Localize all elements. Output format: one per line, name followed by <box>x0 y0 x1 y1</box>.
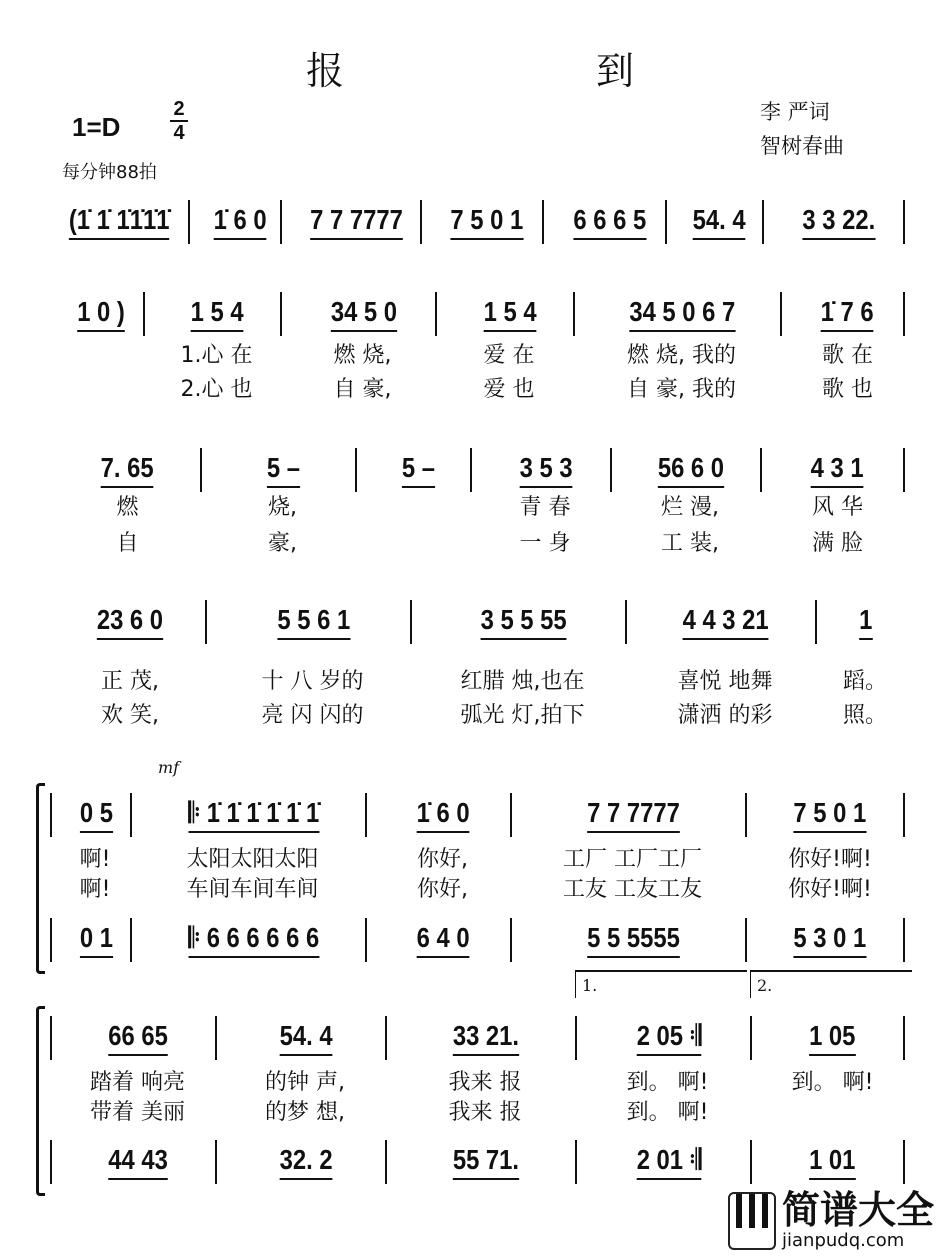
note-group: 32. 2 <box>280 1145 333 1180</box>
measure <box>760 448 905 492</box>
note-group: 2 05 𝄇 <box>636 1021 701 1056</box>
lyric-segment: 满 脸 <box>812 530 863 556</box>
lyric-segment: 工友 工友工友 <box>563 876 702 902</box>
lyric-segment: 风 华 <box>812 494 863 520</box>
measure <box>510 918 745 962</box>
measure <box>780 292 905 336</box>
measure <box>610 448 760 492</box>
lyric-segment: 烂 漫, <box>661 494 719 520</box>
time-bottom: 4 <box>173 122 185 144</box>
notes-row <box>40 200 905 244</box>
lyric-segment: 爱 在 <box>483 342 535 368</box>
lyric-segment: 的梦 想, <box>265 1099 345 1125</box>
lyrics-row <box>50 872 905 902</box>
note-group: 34 5 0 <box>330 297 396 332</box>
lyric-segment <box>50 338 143 368</box>
lyric-segment: 2.心 也 <box>180 376 253 402</box>
note-group: 23 6 0 <box>97 605 163 640</box>
note-group: 1 05 <box>809 1021 855 1056</box>
notes-row <box>45 600 905 644</box>
measure <box>200 448 355 492</box>
system-bracket <box>36 1006 45 1196</box>
lyrics-row <box>45 664 905 694</box>
note-group: 7 7 7777 <box>310 205 403 240</box>
lyric-segment: 豪, <box>268 530 297 556</box>
lyricist: 李 严词 <box>760 100 830 124</box>
lyric-segment: 爱 也 <box>483 376 535 402</box>
note-group: 7 5 0 1 <box>451 205 524 240</box>
note-group: 6 4 0 <box>417 923 470 958</box>
measure <box>188 200 280 244</box>
lyrics-row <box>50 338 905 368</box>
measure <box>745 918 905 962</box>
lyrics-row <box>50 842 905 872</box>
measure <box>130 918 365 962</box>
measure <box>420 200 542 244</box>
measure <box>815 600 905 644</box>
lyric-segment: 啊! <box>79 846 111 872</box>
note-group: 1 01 <box>809 1145 855 1180</box>
lyric-segment: 一 身 <box>519 530 571 556</box>
lyric-segment: 我来 报 <box>448 1069 522 1095</box>
note-group: 54. 4 <box>280 1021 333 1056</box>
lyric-segment: 欢 笑, <box>101 702 159 728</box>
measure <box>215 1016 385 1060</box>
note-group: 5 – <box>267 453 300 488</box>
note-group: 𝄆 1̇ 1̇ 1̇ 1̇ 1̇ 1̇ <box>188 798 319 833</box>
note-group: 5 5 5555 <box>587 923 680 958</box>
measure <box>510 793 745 837</box>
note-group: 7 7 7777 <box>587 798 680 833</box>
measure <box>130 793 365 837</box>
piano-keys-icon <box>728 1192 776 1250</box>
lyric-segment: 十 八 岁的 <box>261 668 364 694</box>
lyric-segment <box>50 372 143 402</box>
lyric-segment: 的钟 声, <box>265 1069 345 1095</box>
note-group: 𝄆 6 6 6 6 6 6 <box>188 923 319 958</box>
note-group: 1̇ 6 0 <box>214 205 267 240</box>
notes-row <box>50 1016 905 1060</box>
logo-url: jianpudq.com <box>782 1230 905 1251</box>
lyric-segment: 燃 烧, 我的 <box>627 342 736 368</box>
lyric-segment: 你好, <box>417 876 468 902</box>
note-group: 7. 65 <box>101 453 154 488</box>
composer: 智树春曲 <box>760 134 844 158</box>
measure <box>575 1016 750 1060</box>
lyric-segment: 蹈。 <box>842 668 887 694</box>
logo-name: 简谱大全 <box>782 1188 935 1232</box>
tempo: 每分钟88拍 <box>62 162 157 183</box>
note-group: 2 01 𝄇 <box>636 1145 701 1180</box>
lyric-segment: 带着 美丽 <box>90 1099 185 1125</box>
measure <box>50 292 143 336</box>
volta-bracket: 2. <box>750 970 912 998</box>
note-group: 4 3 1 <box>811 453 864 488</box>
lyric-segment: 你好!啊! <box>788 876 872 902</box>
lyric-segment: 亮 闪 闪的 <box>261 702 364 728</box>
notes-row <box>50 1140 905 1184</box>
lyric-segment: 烧, <box>268 494 297 520</box>
lyric-segment: 弧光 灯,拍下 <box>460 702 585 728</box>
lyric-segment: 到。 啊! <box>626 1099 709 1125</box>
lyric-segment: 正 茂, <box>101 668 159 694</box>
measure <box>40 200 188 244</box>
note-group: 1̇ 6 0 <box>417 798 470 833</box>
note-group: 33 21. <box>453 1021 519 1056</box>
note-group: 0 5 <box>79 798 112 833</box>
lyrics-row <box>50 1065 905 1095</box>
note-group: (1̇ 1̇ 1̇1̇1̇1̇ <box>69 205 170 240</box>
note-group: 66 65 <box>109 1021 169 1056</box>
note-group: 1 5 4 <box>191 297 244 332</box>
measure <box>665 200 762 244</box>
lyric-segment: 潇洒 的彩 <box>677 702 773 728</box>
note-group: 3 5 3 <box>520 453 573 488</box>
lyric-segment: 燃 烧, <box>333 342 392 368</box>
lyric-segment: 踏着 响亮 <box>90 1069 185 1095</box>
notes-row <box>50 793 905 837</box>
note-group: 4 4 3 21 <box>683 605 769 640</box>
lyric-segment: 到。 啊! <box>791 1069 874 1095</box>
measure <box>215 1140 385 1184</box>
lyric-segment: 燃 <box>116 494 139 520</box>
lyrics-row <box>45 526 905 556</box>
lyrics-row <box>45 490 905 520</box>
measure <box>280 292 435 336</box>
note-group: 5 5 6 1 <box>277 605 350 640</box>
measure <box>385 1016 575 1060</box>
note-group: 7 5 0 1 <box>794 798 867 833</box>
measure <box>280 200 420 244</box>
measure <box>45 448 200 492</box>
dynamic-mark: mf <box>158 758 180 777</box>
measure <box>542 200 665 244</box>
lyric-segment: 照。 <box>842 702 887 728</box>
measure <box>50 918 130 962</box>
notes-row <box>50 918 905 962</box>
logo <box>728 1190 934 1251</box>
measure <box>365 918 510 962</box>
measure <box>365 793 510 837</box>
lyric-segment: 红腊 烛,也在 <box>460 668 585 694</box>
note-group: 1 <box>859 605 872 640</box>
lyric-segment: 歌 在 <box>822 342 873 368</box>
song-title: 报 到 <box>305 49 755 93</box>
note-group: 0 1 <box>79 923 112 958</box>
lyric-segment: 啊! <box>79 876 111 902</box>
note-group: 5 – <box>402 453 435 488</box>
lyric-segment: 喜悦 地舞 <box>677 668 773 694</box>
measure <box>355 448 470 492</box>
measure <box>50 1016 215 1060</box>
lyric-segment: 青 春 <box>519 494 571 520</box>
lyric-segment: 歌 也 <box>822 376 873 402</box>
lyric-segment: 自 豪, 我的 <box>627 376 736 402</box>
lyric-segment: 工厂 工厂工厂 <box>563 846 702 872</box>
note-group: 44 43 <box>109 1145 169 1180</box>
note-group: 3 5 5 55 <box>480 605 566 640</box>
measure <box>143 292 280 336</box>
lyric-segment: 我来 报 <box>448 1099 522 1125</box>
note-group: 54. 4 <box>693 205 746 240</box>
measure <box>750 1140 905 1184</box>
note-group: 34 5 0 6 7 <box>630 297 736 332</box>
system-bracket <box>36 783 45 974</box>
lyric-segment <box>750 1095 905 1125</box>
lyrics-row <box>50 372 905 402</box>
note-group: 55 71. <box>453 1145 519 1180</box>
time-top: 2 <box>173 98 185 120</box>
measure <box>762 200 905 244</box>
measure <box>205 600 410 644</box>
note-group: 5 3 0 1 <box>794 923 867 958</box>
measure <box>435 292 573 336</box>
measure <box>410 600 625 644</box>
note-group: 1 0 ) <box>78 297 126 332</box>
volta-bracket: 1. <box>575 970 747 998</box>
key-signature: 1=D <box>72 112 121 142</box>
measure <box>750 1016 905 1060</box>
lyrics-row <box>45 698 905 728</box>
lyric-segment: 太阳太阳太阳 <box>186 846 319 872</box>
measure <box>470 448 610 492</box>
lyric-segment: 你好!啊! <box>788 846 872 872</box>
measure <box>745 793 905 837</box>
lyric-segment: 自 豪, <box>333 376 392 402</box>
lyric-segment: 车间车间车间 <box>186 876 319 902</box>
note-group: 3 3 22. <box>802 205 875 240</box>
notes-row <box>45 448 905 492</box>
note-group: 6 6 6 5 <box>573 205 646 240</box>
note-group: 1 5 4 <box>484 297 537 332</box>
measure <box>625 600 815 644</box>
measure <box>385 1140 575 1184</box>
lyric-segment: 工 装, <box>661 530 719 556</box>
lyrics-row <box>50 1095 905 1125</box>
note-group: 56 6 0 <box>658 453 724 488</box>
measure <box>45 600 205 644</box>
measure <box>50 793 130 837</box>
measure <box>573 292 780 336</box>
notes-row <box>50 292 905 336</box>
lyric-segment <box>355 526 470 556</box>
lyric-segment: 到。 啊! <box>626 1069 709 1095</box>
note-group: 1̇ 7 6 <box>821 297 874 332</box>
time-signature <box>170 98 188 144</box>
lyric-segment <box>355 490 470 520</box>
measure <box>50 1140 215 1184</box>
lyric-segment: 1.心 在 <box>180 342 253 368</box>
measure <box>575 1140 750 1184</box>
lyric-segment: 自 <box>116 530 139 556</box>
lyric-segment: 你好, <box>417 846 468 872</box>
